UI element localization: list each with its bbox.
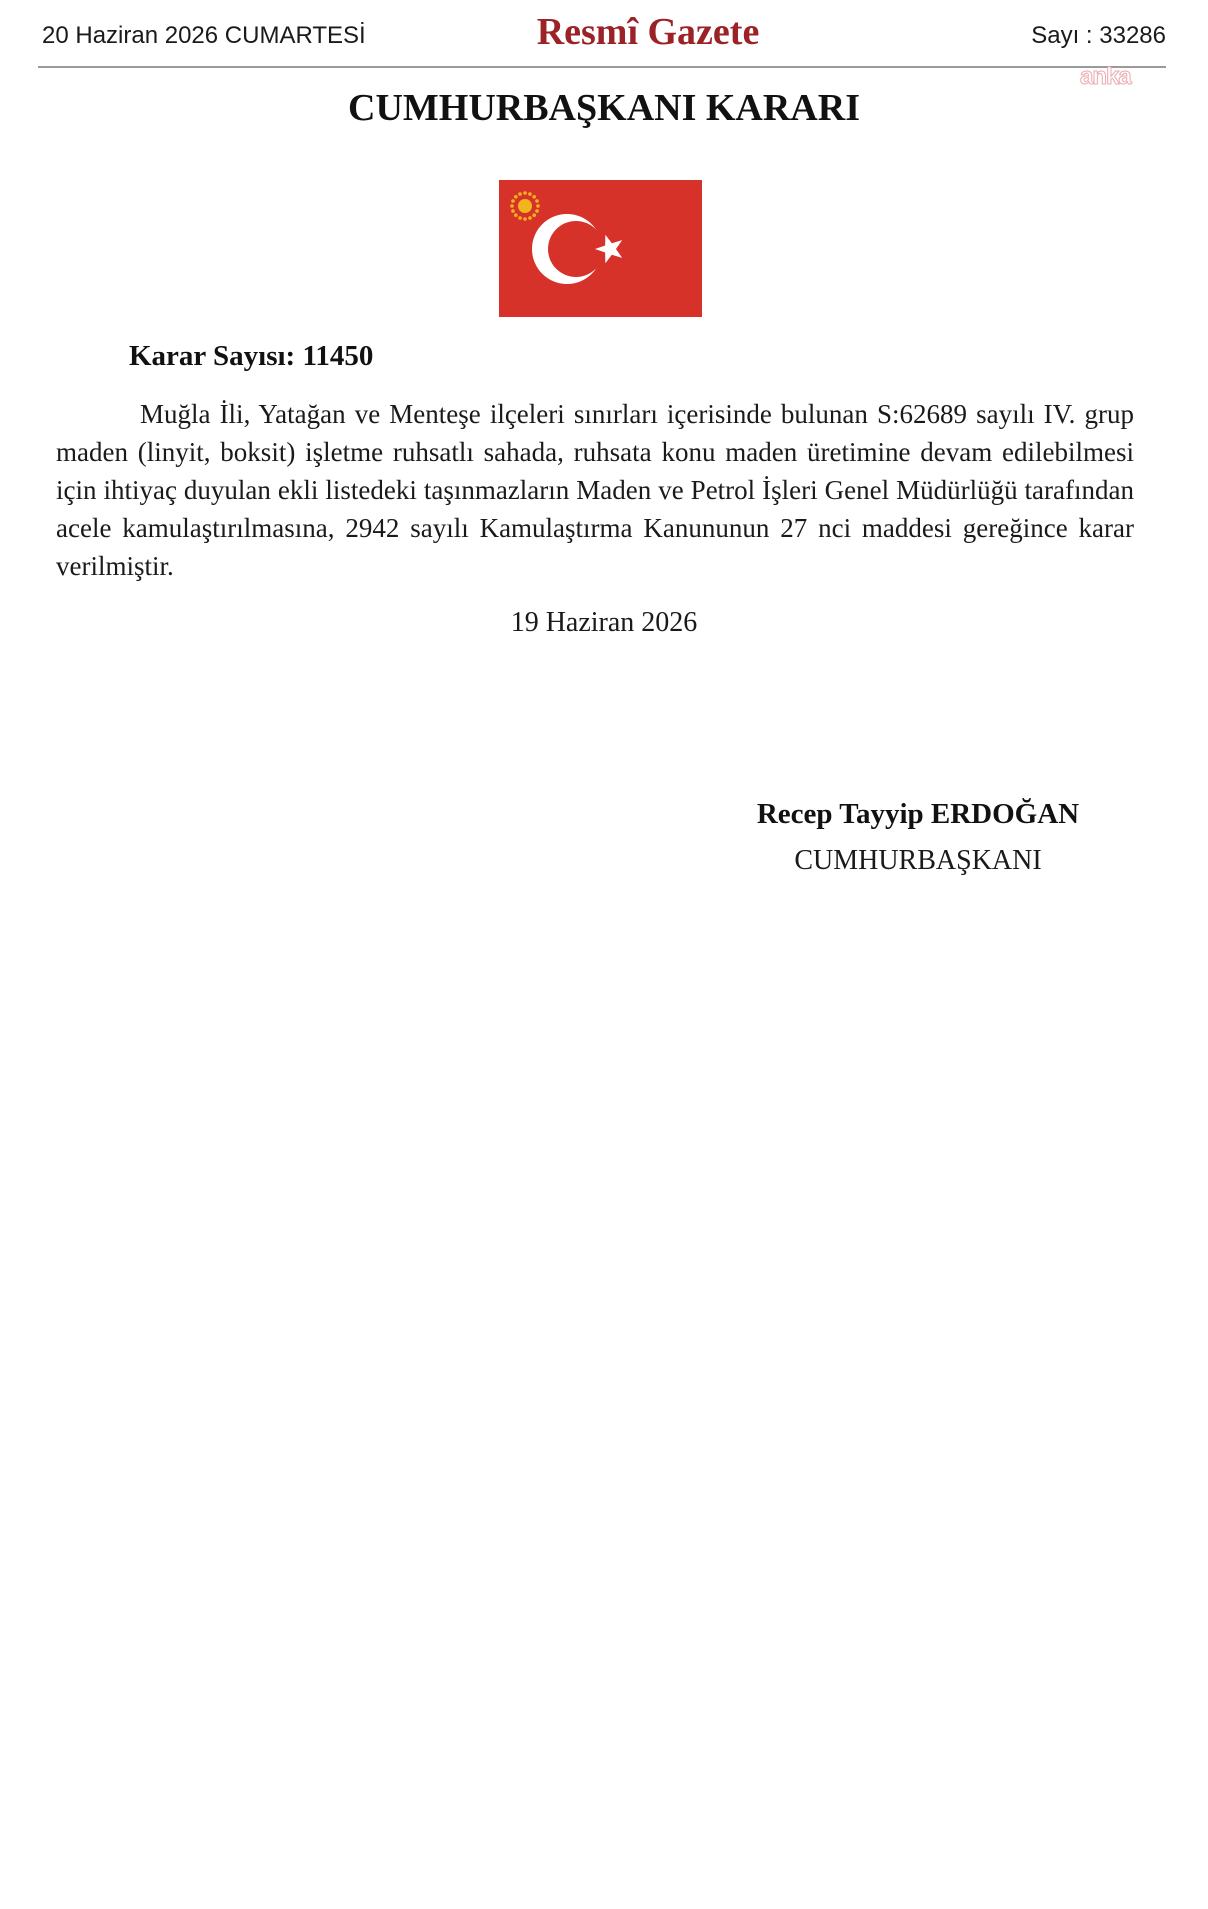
sun-ray-dot — [535, 199, 539, 203]
sun-ray-dot — [511, 209, 515, 213]
agency-watermark: anka — [1080, 63, 1131, 90]
gazette-title: Resmî Gazete — [536, 11, 760, 53]
turkish-presidential-flag-icon — [499, 180, 702, 317]
sun-ray-dot — [528, 216, 532, 220]
issue-number: Sayı : 33286 — [1031, 22, 1166, 49]
document-title: CUMHURBAŞKANI KARARI — [348, 87, 860, 129]
sun-ray-dot — [518, 192, 522, 196]
decision-date: 19 Haziran 2026 — [510, 607, 698, 638]
sun-ray-dot — [523, 217, 527, 221]
sun-ray-dot — [528, 192, 532, 196]
signature-block — [700, 798, 1136, 877]
sun-ray-dot — [514, 195, 518, 199]
signatory-name: Recep Tayyip ERDOĞAN — [756, 798, 1080, 830]
sun-ray-dot — [518, 216, 522, 220]
sun-ray-dot — [536, 204, 540, 208]
decision-number: Karar Sayısı: 11450 — [129, 340, 374, 372]
sun-ray-dot — [532, 213, 536, 217]
sun-ray-dot — [511, 199, 515, 203]
sun-ray-dot — [510, 204, 514, 208]
gazette-header — [38, 0, 1166, 68]
sun-ray-dot — [535, 209, 539, 213]
sun-ray-dot — [532, 195, 536, 199]
signatory-title: CUMHURBAŞKANI — [794, 845, 1042, 876]
decision-body-text: Muğla İli, Yatağan ve Menteşe ilçeleri sınırları içerisinde bulunan S:62689 sayılı IV. grup maden (linyit, boksit) işletme ruhsatlı sahada, ruhsata konu maden üretimine devam edilebilmesi için ihtiyaç duyulan ekli listedeki taşınmazların Maden ve Petrol İşleri Genel Müdürlüğü tarafından acele kamulaştırılmasına, 2942 sayılı Kamulaştırma Kanununun 27 nci maddesi gereğince karar verilmiştir. — [56, 399, 1134, 581]
issue-date: 20 Haziran 2026 CUMARTESİ — [42, 22, 366, 49]
sun-ray-dot — [523, 191, 527, 195]
sun-ray-dot — [514, 213, 518, 217]
